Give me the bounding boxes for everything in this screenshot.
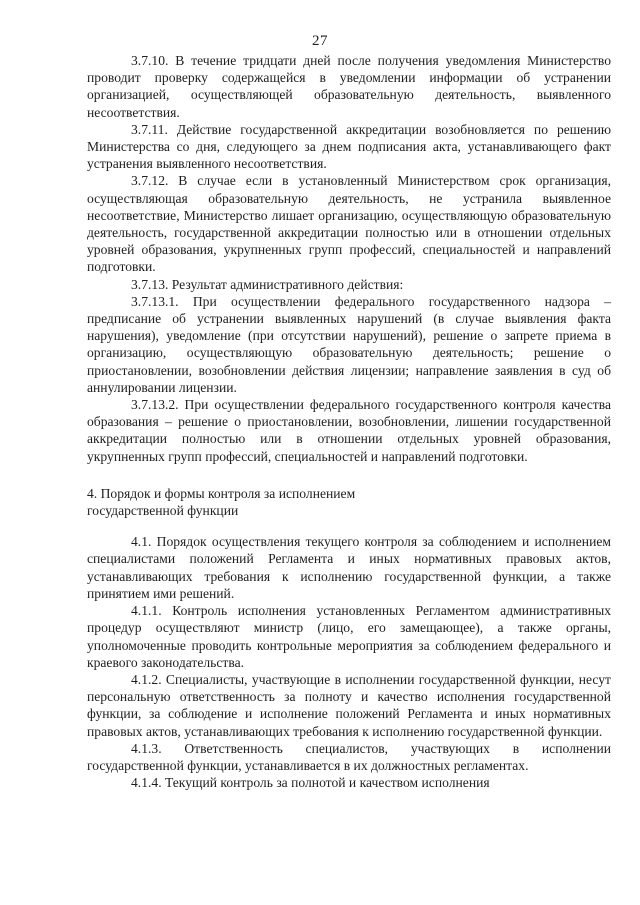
paragraph-4-1-4: 4.1.4. Текущий контроль за полнотой и качеством исполнения xyxy=(131,775,490,791)
paragraph-4-1: 4.1. Порядок осуществления текущего контроля за соблюдением и исполнением специалистами положений Регламента и иных нормативных правовых актов, устанавливающих требования к исполнению государственной функции, а также принятием ими решений. xyxy=(87,534,611,601)
paragraph-3-7-11: 3.7.11. Действие государственной аккредитации возобновляется по решению Министерства со дня, следующего за днем подписания акта, устанавливающего факт устранения выявленного несоответствия. xyxy=(87,121,611,172)
paragraph-3-7-13-1: 3.7.13.1. При осуществлении федерального государственного надзора – предписание об устранении выявленных нарушений (в случае выявления факта нарушения), уведомление (при отсутствии нарушений), решение о запрете приема в организацию, осуществляющую образовательную деятельность; решение о приостановлении, возобновлении действия лицензии; направление заявления в суд об аннулировании лицензии. xyxy=(87,293,611,395)
document-body xyxy=(87,52,611,791)
section-heading-line-1: 4. Порядок и формы контроля за исполнением xyxy=(87,485,356,501)
paragraph-3-7-13-2: 3.7.13.2. При осуществлении федерального государственного контроля качества образования – решение о приостановлении, возобновлении, лишении государственной аккредитации полностью или в отношении отдельных уровней образования, укрупненных групп профессий, специальностей и направлений подготовки. xyxy=(87,397,611,464)
section-heading xyxy=(87,485,611,519)
paragraph-3-7-10: 3.7.10. В течение тридцати дней после получения уведомления Министерство проводит проверку содержащейся в уведомлении информации об устранении организацией, осуществляющей образовательную деятельность, выявленного несоответствия. xyxy=(87,53,611,120)
paragraph-4-1-3: 4.1.3. Ответственность специалистов, участвующих в исполнении государственной функции, устанавливается в их должностных регламентах. xyxy=(87,740,611,773)
paragraph-4-1-1: 4.1.1. Контроль исполнения установленных Регламентом административных процедур осуществляют министр (лицо, его замещающее), а также органы, уполномоченные проводить контрольные мероприятия за соблюдением федерального и краевого законодательства. xyxy=(87,603,611,670)
paragraph-4-1-2: 4.1.2. Специалисты, участвующие в исполнении государственной функции, несут персональную ответственность за полноту и качество исполнения государственной функции, за соблюдение и исполнение положений Регламента и иных нормативных правовых актов, устанавливающих требования к исполнению государственной функции. xyxy=(87,671,611,739)
paragraph-3-7-13: 3.7.13. Результат административного действия: xyxy=(131,276,404,292)
paragraph-3-7-12: 3.7.12. В случае если в установленный Министерством срок организация, осуществляющая образовательную деятельность, не устранила выявленное несоответствие, Министерство лишает организацию, осуществляющую образовательную деятельность, государственной аккредитации полностью или в отношении отдельных уровней образования, укрупненных групп профессий, специальностей и направлений подготовки. xyxy=(87,173,611,275)
page-number: 27 xyxy=(312,33,328,49)
section-heading-line-2: государственной функции xyxy=(87,503,239,519)
